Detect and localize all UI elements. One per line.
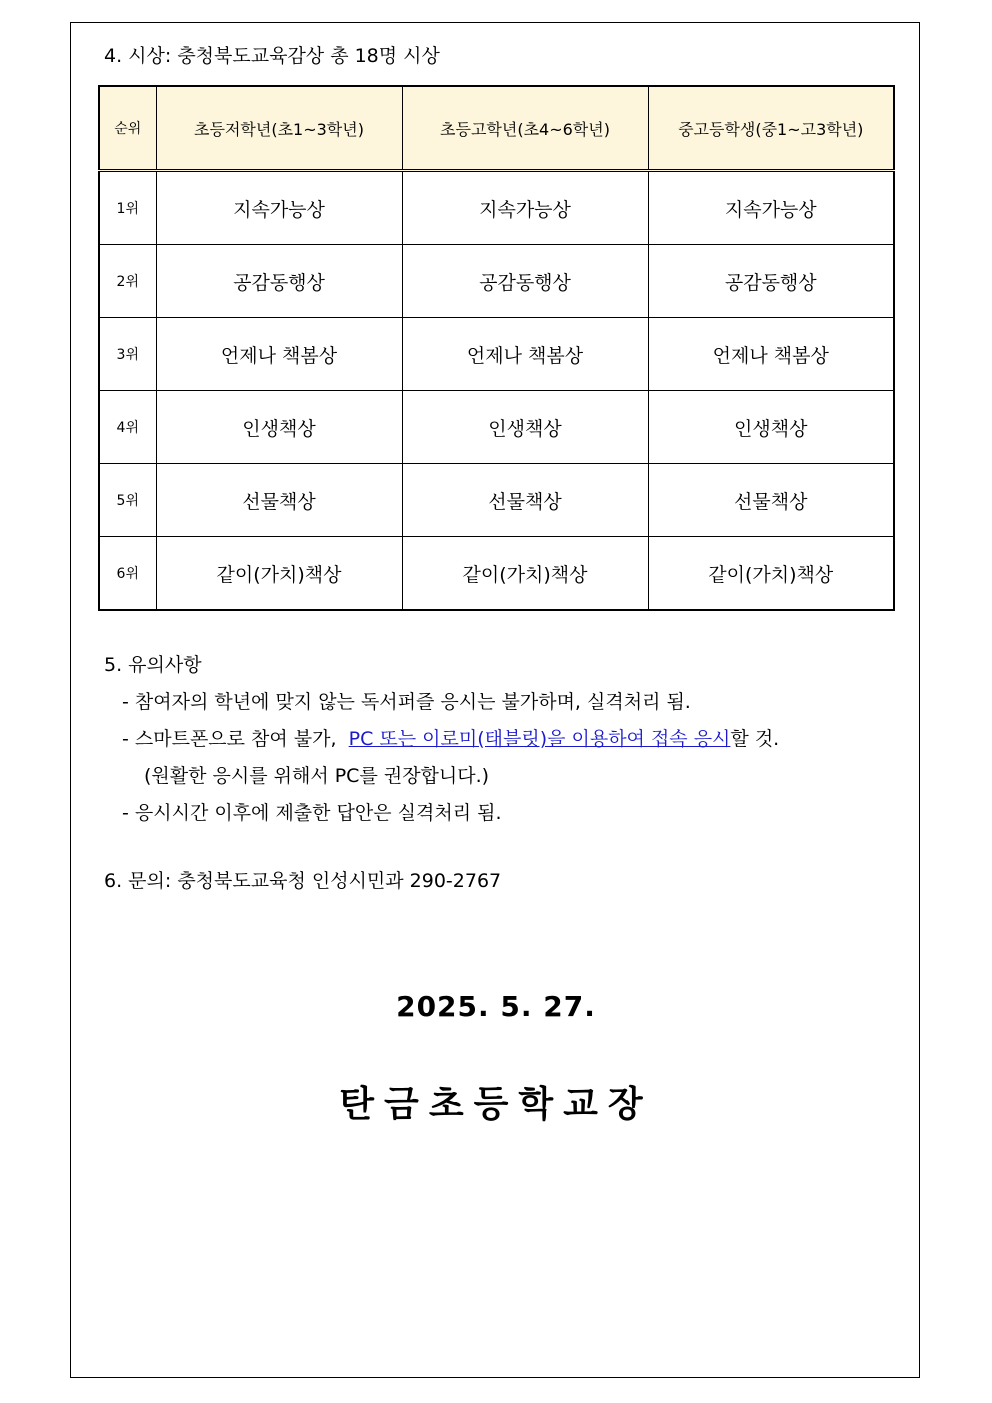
award-table (98, 85, 895, 611)
award-cell: 언제나 책봄상 (648, 318, 894, 391)
table-header-row (99, 86, 894, 171)
note-item-device-prefix: - 스마트폰으로 참여 불가, (122, 728, 349, 750)
award-cell: 지속가능상 (648, 171, 894, 245)
award-cell: 인생책상 (156, 391, 402, 464)
document-date: 2025. 5. 27. (396, 990, 596, 1023)
section-4-heading: 4. 시상: 충청북도교육감상 총 18명 시상 (104, 45, 440, 67)
rank-cell: 5위 (99, 464, 156, 537)
table-row (99, 245, 894, 318)
table-row (99, 464, 894, 537)
note-item-grade-mismatch: - 참여자의 학년에 맞지 않는 독서퍼즐 응시는 불가하며, 실격처리 됨. (122, 691, 691, 713)
table-row (99, 537, 894, 611)
table-row (99, 318, 894, 391)
award-cell: 공감동행상 (156, 245, 402, 318)
table-row (99, 391, 894, 464)
award-cell: 같이(가치)책상 (402, 537, 648, 611)
award-cell: 선물책상 (402, 464, 648, 537)
award-cell: 같이(가치)책상 (648, 537, 894, 611)
table-row (99, 171, 894, 245)
award-cell: 지속가능상 (156, 171, 402, 245)
award-cell: 인생책상 (648, 391, 894, 464)
award-cell: 언제나 책봄상 (402, 318, 648, 391)
award-cell: 언제나 책봄상 (156, 318, 402, 391)
section-5-heading: 5. 유의사항 (104, 654, 202, 676)
device-access-link[interactable]: PC 또는 이로미(태블릿)을 이용하여 접속 응시 (348, 728, 731, 750)
school-principal-signature: 탄금초등학교장 (339, 1084, 653, 1125)
award-cell: 인생책상 (402, 391, 648, 464)
header-lower-elementary: 초등저학년(초1~3학년) (156, 86, 402, 171)
award-cell: 지속가능상 (402, 171, 648, 245)
header-rank: 순위 (99, 86, 156, 171)
award-cell: 공감동행상 (402, 245, 648, 318)
award-cell: 선물책상 (156, 464, 402, 537)
notes-section (104, 647, 779, 832)
note-item-device-suffix: 할 것. (730, 728, 780, 750)
note-item-device (104, 721, 779, 758)
award-cell: 선물책상 (648, 464, 894, 537)
note-item-late-submission: - 응시시간 이후에 제출한 답안은 실격처리 됨. (122, 802, 502, 824)
rank-cell: 3위 (99, 318, 156, 391)
award-cell: 같이(가치)책상 (156, 537, 402, 611)
rank-cell: 2위 (99, 245, 156, 318)
section-6-contact: 6. 문의: 충청북도교육청 인성시민과 290-2767 (104, 870, 502, 892)
rank-cell: 1위 (99, 171, 156, 245)
note-item-pc-recommendation: (원활한 응시를 위해서 PC를 권장합니다.) (144, 765, 490, 787)
award-cell: 공감동행상 (648, 245, 894, 318)
header-secondary: 중고등학생(중1~고3학년) (648, 86, 894, 171)
rank-cell: 4위 (99, 391, 156, 464)
rank-cell: 6위 (99, 537, 156, 611)
header-upper-elementary: 초등고학년(초4~6학년) (402, 86, 648, 171)
